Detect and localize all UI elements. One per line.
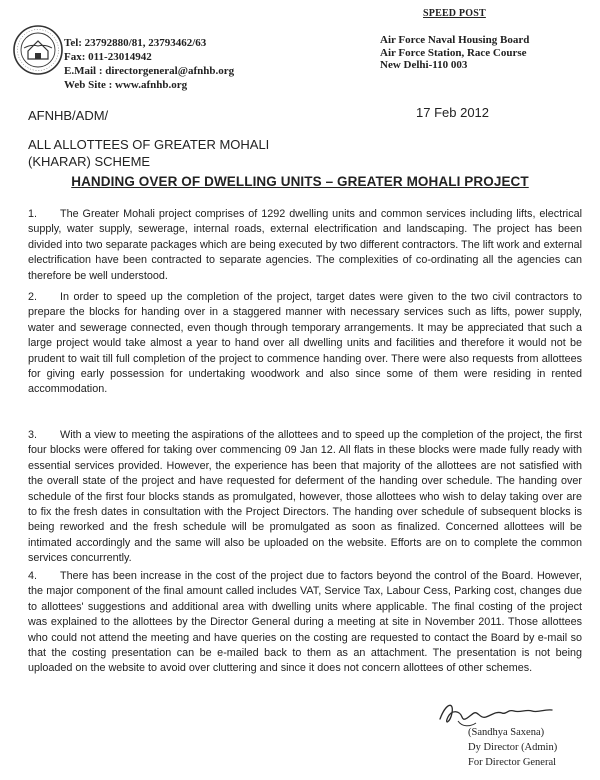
signatory-name: (Sandhya Saxena) [468,727,545,738]
reference-number: AFNHB/ADM/ [28,108,109,123]
website-address: Web Site : www.afnhb.org [64,79,188,91]
addressee [28,136,269,170]
paragraph-text: There has been increase in the cost of the project due to factors beyond the control of the Board. However, the major component of the final amount called includes VAT, Service Tax, Labour Cess, Parking cost, changes due to allottees' suggestions and additional area with dwelling units where applicable. The final costing of the project was explained to the allottees by the Director General during a meeting at site in November 2011. Those allottees who could not attend the meeting and have queries on the costing are requested to contact the Board by e-mail so that the costing presentation can be e-mailed back to them as an attachment. The presentation is not being uploaded on the website to avoid over cluttering and since it does not concern allottees of other schemes. [28,570,582,675]
paragraph-3 [28,428,582,567]
address-line-2: Air Force Station, Race Course [380,46,527,59]
paragraph-text: In order to speed up the completion of the project, target dates were given to the two civil contractors to prepare the blocks for handing over in a staggered manner with necessary services such as lifts, power supply, water and sewerage connected, even though through temporary arrangements. It may be appreciated that such a large project would take almost a year to hand over all dwelling units and facilities and therefore it would not be prudent to wait till full completion of the project to commence handing over. There were also requests from allottees for giving early possession for undertaking woodwork and also since some of them were residing in rented accommodation. [28,291,582,396]
paragraph-4 [28,569,582,677]
paragraph-text: With a view to meeting the aspirations of the allottees and to speed up the completion of the project, the first four blocks were offered for taking over commencing 09 Jan 12. All flats in these blocks were made fully ready with essential services provided. However, the experience has been that majority of the allottees are not satisfied with the overall state of the project and have requested for deferment of the handing over schedule. The handing over schedule of the first four blocks stands as promulgated, however, those allottees who wish to delay taking over are to fix the fresh dates in consultation with the Project Directors. The handing over schedule of subsequent blocks is being reworked and the fresh schedule will be promulgated as soon as finalized. Concerned allottees will be intimated accordingly and the same will also be uploaded on the website. Efforts are on to complete the common services concurrently. [28,429,582,565]
emblem-seal-icon [12,24,64,76]
addressee-line-1: ALL ALLOTTEES OF GREATER MOHALI [28,137,270,152]
paragraph-number: 3. [28,429,38,441]
paragraph-number: 4. [28,570,38,582]
address-line-3: New Delhi-110 003 [380,59,468,71]
paragraph-number: 2. [28,291,38,303]
signatory-for-line: For Director General [468,757,557,768]
email-address: E.Mail : directorgeneral@afnhb.org [64,65,235,77]
paragraph-1 [28,207,582,284]
subject-heading: HANDING OVER OF DWELLING UNITS – GREATER MOHALI PROJECT [71,174,529,189]
paragraph-number: 1. [28,208,38,220]
paragraph-text: The Greater Mohali project comprises of 1292 dwelling units and common services including lifts, electrical supply, water supply, sewerage, internal roads, external electrification and landscaping. The project has been divided into two separate packages which are being executed by two different contractors. The lift work and external electrification have been contracted to separate agencies. The complexities of co-ordinating all the agencies can therefore be well understood. [28,208,582,282]
telephone-numbers: Tel: 23792880/81, 23793462/63 [64,37,207,49]
office-address [380,34,529,72]
signatory-designation: Dy Director (Admin) [468,742,558,753]
contact-block [64,36,234,92]
address-line-1: Air Force Naval Housing Board [380,34,530,46]
fax-number: Fax: 011-23014942 [64,51,152,63]
speed-post-label: SPEED POST [423,8,486,19]
signatory-block [468,725,557,770]
letter-date: 17 Feb 2012 [416,105,490,120]
addressee-line-2: (KHARAR) SCHEME [28,154,151,169]
paragraph-2 [28,290,582,398]
